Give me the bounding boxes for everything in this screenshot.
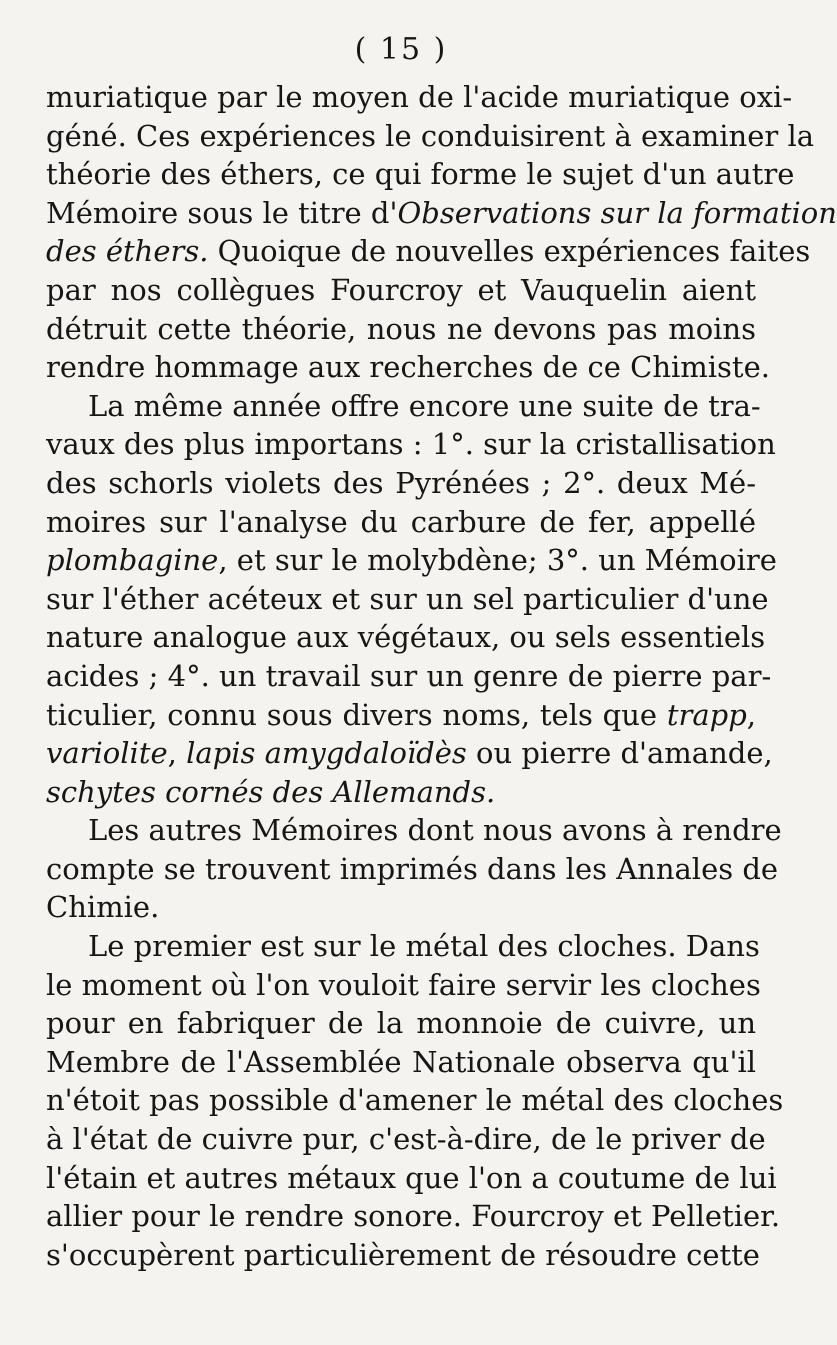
text-line [46,618,766,657]
text-line [46,734,773,773]
text-run: rendre hommage aux recherches de ce Chimiste. [46,350,770,385]
text-run: acides ; 4°. un travail sur un genre de pierre par- [46,658,772,693]
text-run: vaux des plus importans : 1°. sur la cristallisation [46,427,776,462]
text-line [46,232,811,271]
italic-text: plombagine [46,543,219,578]
text-line [46,541,777,580]
italic-text: variolite [46,736,168,771]
text-line [46,850,779,889]
paragraph [46,927,784,1274]
text-run: géné. Ces expériences le conduisirent à examiner la [46,118,815,153]
text-run: s'occupèrent particulièrement de résoudre cette [46,1237,760,1272]
text-run: Les autres Mémoires dont nous avons à rendre [88,813,782,848]
text-run: par nos collègues Fourcroy et Vauquelin aient [46,272,756,307]
text-run: , [746,697,756,732]
paragraph [46,78,837,387]
text-run: à l'état de cuivre pur, c'est-à-dire, de le priver de [46,1122,766,1157]
text-run: , et sur le molybdène; 3°. un Mémoire [218,543,777,578]
text-line [46,696,756,735]
paragraph [46,811,782,927]
text-line [46,1236,760,1275]
page-number: ( 15 ) [354,32,448,67]
text-line [46,387,761,426]
text-line [46,1120,766,1159]
text-line [46,348,770,387]
italic-text: Observations sur la formation [397,195,837,230]
text-run: des schorls violets des Pyrénées ; 2°. deux Mé- [46,465,756,500]
italic-text: schytes cornés des Allemands. [46,774,496,809]
text-line [46,888,756,927]
text-line [46,927,760,966]
text-run: détruit cette théorie, nous ne devons pas moins [46,311,756,346]
text-line [46,1004,756,1043]
text-line [46,1197,781,1236]
text-run: Chimie. [46,890,160,925]
text-run: La même année offre encore une suite de tra- [88,388,761,423]
text-run: le moment où l'on vouloit faire servir les cloches [46,967,761,1002]
text-line [46,464,756,503]
italic-text: des éthers. [46,234,209,269]
text-run: sur l'éther acéteux et sur un sel particulier d'une [46,581,769,616]
text-run: allier pour le rendre sonore. Fourcroy et Pelletier. [46,1199,781,1234]
text-run: n'étoit pas possible d'amener le métal des cloches [46,1083,784,1118]
text-run: Quoique de nouvelles expériences faites [208,234,811,269]
text-line [46,657,772,696]
text-line [46,966,761,1005]
text-line [46,271,756,310]
text-run: Le premier est sur le métal des cloches. Dans [88,929,760,964]
italic-text: lapis amygdaloïdès [186,736,467,771]
text-run: pour en fabriquer de la monnoie de cuivre, un [46,1006,756,1041]
text-line [46,811,782,850]
text-line [46,1159,777,1198]
text-run: Membre de l'Assemblée Nationale observa qu'il [46,1044,756,1079]
text-line [46,425,776,464]
text-line [46,503,756,542]
text-line [46,117,815,156]
text-run: muriatique par le moyen de l'acide muriatique oxi- [46,80,793,114]
text-line [46,1043,756,1082]
text-run: l'étain et autres métaux que l'on a coutume de lui [46,1160,777,1195]
text-run: moires sur l'analyse du carbure de fer, appellé [46,504,756,539]
text-line [46,773,756,812]
text-line [46,580,769,619]
text-run: , [167,736,187,771]
text-run: théorie des éthers, ce qui forme le sujet d'un autre [46,157,795,192]
italic-text: trapp [666,697,747,732]
text-run: nature analogue aux végétaux, ou sels essentiels [46,620,766,655]
text-line [46,155,795,194]
text-line [46,1081,784,1120]
text-line [46,78,793,117]
body-text [46,78,837,1274]
text-run: ticulier, connu sous divers noms, tels que [46,697,667,732]
paragraph [46,387,777,812]
text-run: ou pierre d'amande, [466,736,773,771]
text-line [46,194,837,233]
text-run: compte se trouvent imprimés dans les Annales de [46,851,779,886]
text-line [46,310,756,349]
text-run: Mémoire sous le titre d' [46,195,398,230]
